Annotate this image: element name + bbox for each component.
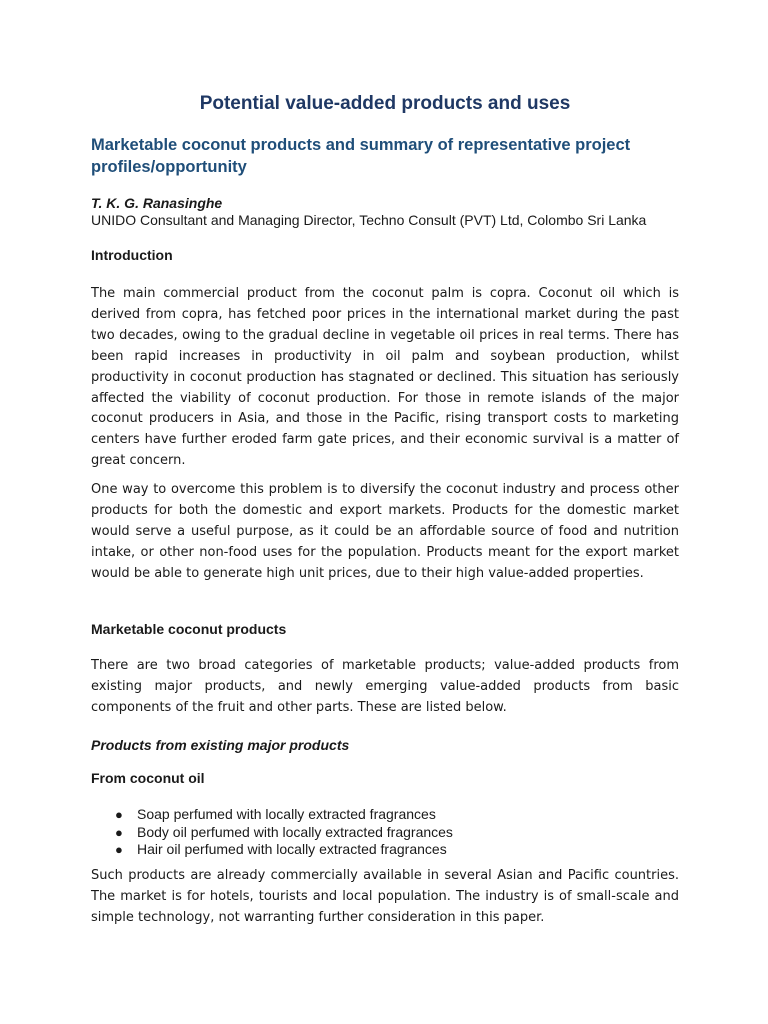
bullet-icon: ●: [115, 824, 123, 840]
list-item: ● Soap perfumed with locally extracted fragrances: [115, 806, 436, 822]
author-affiliation: UNIDO Consultant and Managing Director, Techno Consult (PVT) Ltd, Colombo Sri Lanka: [91, 212, 647, 228]
author-name: T. K. G. Ranasinghe: [91, 195, 223, 211]
existing-products-heading: Products from existing major products: [91, 737, 350, 753]
list-item: ● Body oil perfumed with locally extracted fragrances: [115, 823, 453, 840]
intro-paragraph-1: The main commercial product from the coconut palm is copra. Coconut oil which is derived from copra, has fetched poor prices in the international market during the past two decades, owing to the gradual decline in vegetable oil prices in real terms. There has been rapid increases in productivity in oil palm and soybean production, whilst productivity in coconut production has stagnated or declined. This situation has seriously affected the viability of coconut production. For those in remote islands of the major coconut producers in Asia, and those in the Pacific, rising transport costs to marketing centers have further eroded farm gate prices, and their economic survival is a matter of great concern.: [91, 286, 679, 469]
bullet-icon: ●: [115, 807, 123, 822]
coconut-oil-heading: From coconut oil: [91, 770, 205, 786]
coconut-oil-paragraph: Such products are already commercially available in several Asian and Pacific countries. The market is for hotels, tourists and local population. The industry is of small-scale and simple technology, not warranting further consideration in this paper.: [91, 868, 679, 925]
bullet-icon: ●: [115, 842, 123, 857]
introduction-heading: Introduction: [91, 247, 173, 263]
marketable-products-heading: Marketable coconut products: [91, 621, 287, 637]
marketable-products-paragraph: There are two broad categories of marketable products; value-added products from existing major products, and newly emerging value-added products from basic components of the fruit and other parts. These are listed below.: [91, 658, 679, 715]
intro-paragraph-2: One way to overcome this problem is to diversify the coconut industry and process other products for both the domestic and export markets. Products for the domestic market would serve a useful purpose, as it could be an affordable source of food and nutrition intake, or other non-food uses for the population. Products meant for the export market would be able to generate high unit prices, due to their high value-added properties.: [91, 482, 679, 581]
list-item: ● Hair oil perfumed with locally extracted fragrances: [115, 841, 447, 857]
document-title: Potential value-added products and uses: [199, 93, 571, 114]
document-subtitle: Marketable coconut products and summary of representative project profiles/opportunity: [91, 136, 631, 176]
coconut-oil-product-list: [91, 806, 453, 859]
